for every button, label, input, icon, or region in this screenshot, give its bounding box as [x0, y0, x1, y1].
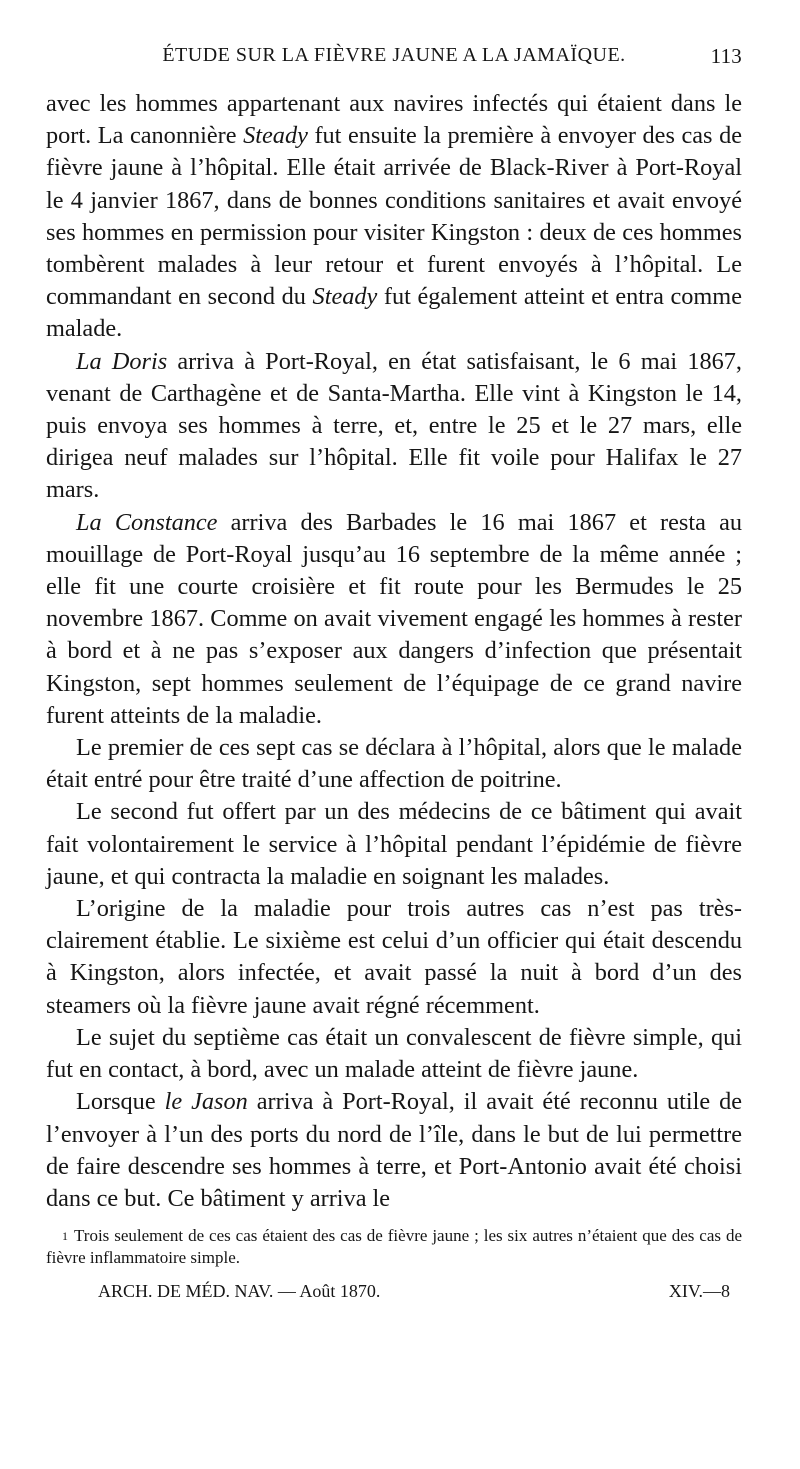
italic-text: Steady [243, 122, 308, 150]
text-run: L’origine de la maladie pour trois autres cas n’est pas très-clairement établie. Le sixième est celui d’un officier qui était descendu à Kingston, alors infectée, et avait passé la nuit à bord d’un des steamers où la fièvre jaune avait régné récemment. [46, 895, 742, 1019]
text-run: fut également atteint et entra comme malade. [46, 283, 742, 343]
running-title: ÉTUDE SUR LA FIÈVRE JAUNE A LA JAMAÏQUE. [162, 44, 626, 66]
journal-reference: ARCH. DE MÉD. NAV. — Août 1870. [98, 1281, 381, 1302]
italic-text: Steady [312, 283, 378, 311]
paragraph [46, 1022, 742, 1086]
text-run: arriva à Port-Royal, il avait été reconnu utile de l’envoyer à l’un des ports du nord de l’île, dans le but de lui permettre de faire descendre ses hommes à terre, et Port-Antonio avait été choisi dans ce but. Ce bâtiment y arriva le [46, 1088, 742, 1212]
footnote [46, 1225, 742, 1269]
text-run: fut ensuite la première à envoyer des cas de fièvre jaune à l’hôpital. Elle était arrivée de Black-River à Port-Royal le 4 janvier 1867, dans de bonnes conditions sanitaires et avait envoyé ses hommes en permission pour visiter Kingston : deux de ces hommes tombèrent malades à leur retour et furent envoyés à l’hôpital. Le commandant en second du [46, 122, 742, 311]
page-header [46, 44, 742, 76]
text-run: Lorsque [76, 1088, 165, 1116]
page-number: 113 [710, 44, 742, 68]
body-text [46, 88, 742, 1215]
paragraph [46, 893, 742, 1022]
italic-text: le Jason [164, 1088, 248, 1116]
italic-text: La Constance [76, 508, 218, 536]
text-run: avec les hommes appartenant aux navires infectés qui étaient dans le port. La canonnière [46, 90, 742, 150]
paragraph [46, 88, 742, 346]
book-page [46, 44, 742, 1305]
paragraph [46, 796, 742, 893]
text-run: arriva à Port-Royal, en état satisfaisant, le 6 mai 1867, venant de Carthagène et de Santa-Martha. Elle vint à Kingston le 14, puis envoya ses hommes à terre, et, entre le 25 et le 27 mars, elle dirigea neuf malades sur l’hôpital. Elle fit voile pour Halifax le 27 mars. [46, 347, 742, 504]
text-run: Le second fut offert par un des médecins de ce bâtiment qui avait fait volontairement le service à l’hôpital pendant l’épidémie de fièvre jaune, et qui contracta la maladie en soignant les malades. [46, 798, 742, 890]
page-footer [46, 1281, 742, 1305]
footnote-mark: 1 [62, 1229, 68, 1244]
text-run: Le sujet du septième cas était un convalescent de fièvre simple, qui fut en contact, à bord, avec un malade atteint de fièvre jaune. [46, 1023, 742, 1084]
paragraph [46, 507, 742, 732]
text-run: Le premier de ces sept cas se déclara à l’hôpital, alors que le malade était entré pour être traité d’une affection de poitrine. [46, 734, 742, 794]
footnote-text: Trois seulement de ces cas étaient des cas de fièvre jaune ; les six autres n’étaient que des cas de fièvre inflammatoire simple. [46, 1226, 742, 1268]
paragraph [46, 346, 742, 507]
printer-signature: XIV.—8 [668, 1281, 730, 1302]
italic-text: La Doris [76, 347, 168, 375]
text-run: arriva des Barbades le 16 mai 1867 et resta au mouillage de Port-Royal jusqu’au 16 septembre de la même année ; elle fit une courte croisière et fit route pour les Bermudes le 25 novembre 1867. Comme on avait vivement engagé les hommes à rester à bord et à ne pas s’exposer aux dangers d’infection que présentait Kingston, sept hommes seulement de l’équipage de ce grand navire furent atteints de la maladie. [46, 508, 743, 729]
paragraph [46, 732, 742, 796]
paragraph [46, 1086, 742, 1215]
